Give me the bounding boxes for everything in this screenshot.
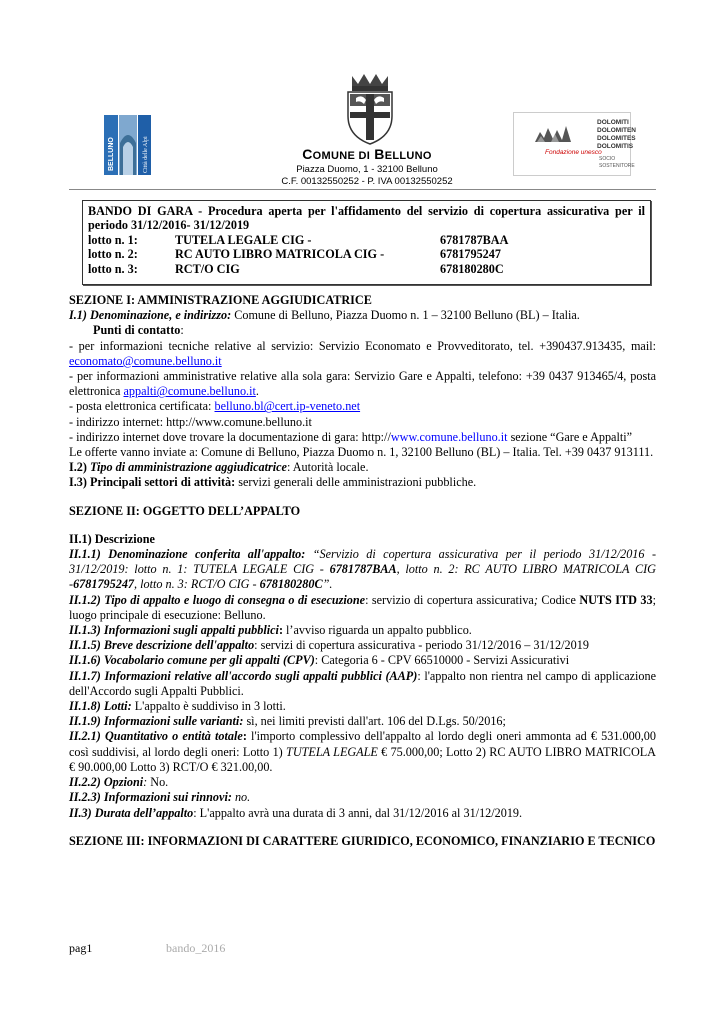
paragraph-ii113: [69, 623, 656, 638]
ii115-label: II.1.5) Breve descrizione dell'appalto: [69, 638, 255, 653]
lot-row: [88, 233, 645, 247]
pec-email-link[interactable]: belluno.bl@cert.ip-veneto.net: [214, 399, 361, 414]
header-divider: [69, 189, 656, 190]
ii111-label: II.1.1) Denominazione conferita all'appalto:: [69, 547, 306, 562]
ii112-text-end: ; luogo principale di esecuzione: Belluno.: [69, 592, 656, 622]
pec-text: - posta elettronica certificata:: [69, 399, 215, 414]
ii21-text-end: € 75.000,00; Lotto 2) RC AUTO LIBRO MATRICOLA € 90.000,00 Lotto 3) RCT/O € 321.00,00.: [69, 744, 656, 774]
logo-left-text: BELLUNO: [108, 137, 115, 171]
contact-pec: [69, 399, 656, 414]
paragraph-i3: [69, 475, 656, 490]
paragraph-i1: [69, 308, 656, 323]
paragraph-ii23: [69, 790, 656, 805]
i2-label: Tipo di amministrazione aggiudicatrice: [90, 460, 287, 475]
lot-cig: 6781787BAA: [440, 232, 509, 247]
i1-text: Comune di Belluno, Piazza Duomo n. 1 – 32100 Belluno (BL) – Italia.: [231, 308, 580, 323]
crest-icon: [340, 70, 400, 146]
comune-initial: C: [302, 146, 313, 162]
contact-internet: - indirizzo internet: http://www.comune.belluno.it: [69, 414, 312, 429]
dolomiti-unesco-logo: [513, 112, 636, 176]
ii21-label: II.2.1) Quantitativo o entità totale: [69, 729, 243, 744]
section-1-heading: SEZIONE I: AMMINISTRAZIONE AGGIUDICATRICE: [69, 293, 372, 307]
ii112-label: II.1.2) Tipo di appalto e luogo di consegna o di esecuzione: [69, 592, 366, 607]
ii18-label: II.1.8) Lotti:: [69, 699, 132, 714]
belluno-word: ELLUNO: [384, 150, 432, 162]
contacts-heading: [69, 323, 656, 338]
paragraph-ii19: [69, 714, 656, 729]
paragraph-ii111: [69, 547, 656, 593]
paragraph-ii18: [69, 699, 656, 714]
contact-tech: [69, 339, 656, 369]
spacer: [69, 821, 656, 834]
paragraph-ii22: [69, 775, 656, 790]
ii116-text: : Categoria 6 - CPV 66510000 - Servizi Assicurativi: [314, 653, 570, 668]
spacer: [69, 491, 656, 504]
ii22-text: No.: [147, 775, 169, 790]
logo-right-fondazione: Fondazione unesco: [545, 149, 602, 156]
doc-text: - indirizzo internet dove trovare la documentazione di gara: http://: [69, 429, 391, 444]
lot-number: lotto n. 1:: [88, 232, 138, 247]
lot-description: RC AUTO LIBRO MATRICOLA CIG -: [175, 247, 385, 262]
ii21-tutela-legale: TUTELA LEGALE: [286, 744, 378, 759]
document-name: bando_2016: [166, 941, 226, 955]
comune-fiscal-code: C.F. 00132550252 - P. IVA 00132550252: [281, 176, 453, 187]
section-3-heading: SEZIONE III: INFORMAZIONI DI CARATTERE GIURIDICO, ECONOMICO, FINANZIARIO E TECNICO: [69, 833, 656, 848]
i3-text: servizi generali delle amministrazioni pubbliche.: [235, 475, 477, 490]
contacts-label: Punti di contatto: [93, 323, 181, 338]
bando-title-box: [82, 200, 651, 285]
logo-left-sub: Città delle Alpi: [143, 136, 149, 173]
i2-number: I.2): [69, 460, 90, 475]
lot-description: RCT/O CIG: [175, 261, 240, 276]
page-number: pag1: [69, 941, 93, 955]
contacts-colon: :: [180, 323, 184, 338]
lot-cig: 6781795247: [440, 247, 501, 262]
admin-email-link[interactable]: appalti@comune.belluno.it: [123, 384, 256, 399]
paragraph-ii116: [69, 653, 656, 668]
paragraph-ii117: [69, 669, 656, 699]
ii22-label: II.2.2) Opzioni: [69, 775, 144, 790]
ii117-text: : l'appalto non rientra nel campo di applicazione dell'Accordo sugli Appalti Pubblici.: [69, 668, 656, 698]
ii111-text: , lotto n. 2: RC AUTO LIBRO MATRICOLA CIG -: [69, 562, 656, 592]
ii111-cig3: 678180280C: [259, 577, 323, 592]
lot-number: lotto n. 2:: [88, 247, 138, 262]
lot-description: TUTELA LEGALE CIG -: [175, 232, 312, 247]
ii112-nuts: NUTS ITD 33: [579, 592, 653, 607]
paragraph-ii3: [69, 806, 656, 821]
ii111-cig1: 6781787BAA: [329, 562, 397, 577]
paragraph-ii112: [69, 593, 656, 623]
ii19-label: II.1.9) Informazioni sulle varianti:: [69, 714, 244, 729]
lot-cig: 678180280C: [440, 261, 504, 276]
ii1-heading: II.1) Descrizione: [69, 531, 155, 546]
ii21-colon: :: [242, 729, 247, 744]
doc-link[interactable]: www.comune.belluno.it: [390, 429, 508, 444]
ii112-semicolon: ;: [533, 592, 538, 607]
lot-row: [88, 247, 645, 261]
contact-documentation: [69, 430, 656, 445]
admin-text: - per informazioni amministrative relative alla sola gara: Servizio Gare e Appalti, telefono: +39 0437 913465/4, posta elettronica: [69, 369, 656, 399]
ii111-text: , lotto n. 3: RCT/O CIG -: [134, 577, 260, 592]
comune-word: OMUNE DI: [312, 150, 371, 162]
tech-text: - per informazioni tecniche relative al servizio: Servizio Economato e Provveditorato, tel. +390437.913435, mail:: [69, 338, 656, 353]
ii117-label: II.1.7) Informazioni relative all'accordo sugli appalti pubblici (AAP): [69, 668, 418, 683]
i3-label: I.3) Principali settori di attività:: [69, 475, 236, 490]
ii112-text: : servizio di copertura assicurativa: [365, 592, 534, 607]
ii116-label: II.1.6) Vocabolario comune per gli appalti (CPV): [69, 653, 315, 668]
logo-right-line-1: DOLOMITI: [597, 119, 629, 126]
ii21-text: l'importo complessivo dell'appalto al lordo degli oneri ammonta ad € 531.000,00 così suddivisi, al lordo degli oneri: Lotto 1): [69, 729, 656, 759]
logo-right-sostenitore: SOSTENITORE: [599, 163, 635, 169]
paragraph-i2: [69, 460, 656, 475]
tech-email-link[interactable]: economato@comune.belluno.it: [69, 353, 222, 368]
i1-label: I.1) Denominazione, e indirizzo:: [69, 308, 232, 323]
paragraph-ii115: [69, 638, 656, 653]
doc-text-end: sezione “Gare e Appalti”: [507, 429, 633, 444]
ii23-label: II.2.3) Informazioni sui rinnovi:: [69, 790, 232, 805]
bando-title: BANDO DI GARA - Procedura aperta per l'affidamento del servizio di copertura assicurativa per il periodo 31/12/2016- 31/12/2019: [88, 204, 645, 233]
logo-right-line-2: DOLOMITEN: [597, 127, 636, 134]
document-body: [69, 293, 656, 849]
logo-right-socio: SOCIO: [599, 156, 616, 162]
paragraph-ii21: [69, 729, 656, 775]
ii23-text: no.: [231, 790, 251, 805]
section-2-heading: SEZIONE II: OGGETTO DELL’APPALTO: [69, 503, 301, 518]
comune-address: Piazza Duomo, 1 - 32100 Belluno: [296, 164, 438, 175]
logo-right-line-4: DOLOMITIS: [597, 143, 634, 150]
ii112-text: Codice: [537, 592, 580, 607]
lot-number: lotto n. 3:: [88, 261, 138, 276]
ii22-colon: :: [143, 775, 148, 790]
ii115-text: : servizi di copertura assicurativa - periodo 31/12/2016 – 31/12/2019: [254, 638, 589, 653]
ii111-cig2: 6781795247: [73, 577, 134, 592]
ii18-text: L'appalto è suddiviso in 3 lotti.: [131, 699, 286, 714]
lot-row: [88, 262, 645, 276]
contact-admin: - per informazioni amministrative relative alla sola gara: Servizio Gare e Appalti, telefono: +39 0437 913465/4, posta elettronica appalti@comune.belluno.it.: [69, 369, 656, 399]
belluno-initial: B: [374, 146, 385, 162]
ii113-label: II.1.3) Informazioni sugli appalti pubblici: [69, 623, 279, 638]
ii113-text: l’avviso riguarda un appalto pubblico.: [283, 623, 472, 638]
ii3-label: II.3) Durata dell’appalto: [69, 805, 194, 820]
ii19-text: sì, nei limiti previsti dall'art. 106 del D.Lgs. 50/2016;: [243, 714, 506, 729]
ii113-colon: :: [278, 623, 283, 638]
spacer: [69, 519, 656, 532]
ii111-text-end: ”.: [322, 577, 333, 592]
ii3-text: : L'appalto avrà una durata di 3 anni, dal 31/12/2016 al 31/12/2019.: [193, 805, 523, 820]
i2-text: : Autorità locale.: [286, 460, 369, 475]
ii111-text: “Servizio di copertura assicurativa per il periodo 31/12/2016 - 31/12/2019: lotto n. 1: TUTELA LEGALE CIG -: [69, 547, 657, 577]
logo-right-line-3: DOLOMITES: [597, 135, 636, 142]
offerte-paragraph: Le offerte vanno inviate a: Comune di Belluno, Piazza Duomo n. 1, 32100 Belluno (BL) – Italia. Tel. +39 0437 913111.: [69, 445, 654, 460]
